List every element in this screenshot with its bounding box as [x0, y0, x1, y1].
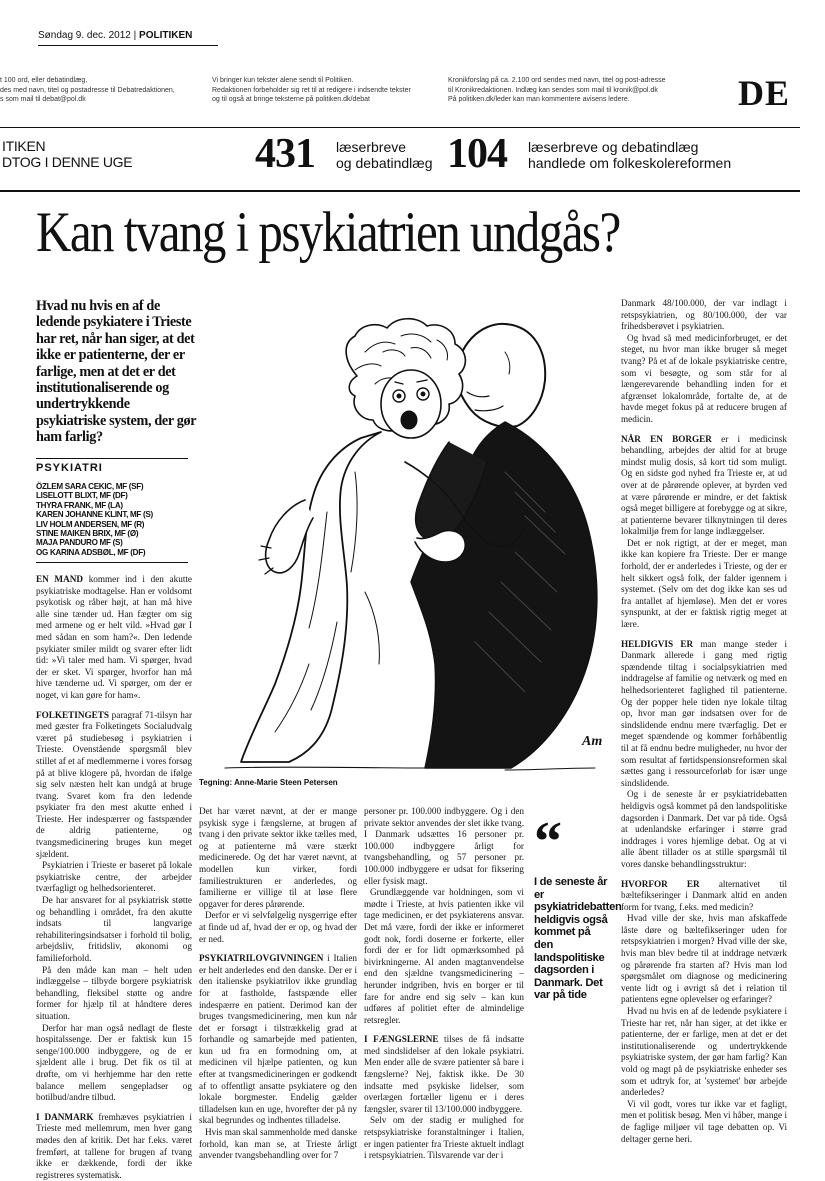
- article-paragraph: [621, 1006, 787, 1099]
- article-column-4: [621, 298, 787, 1162]
- article-paragraph: [364, 1034, 524, 1115]
- info-line: og til også at bringe teksterne på politiken.dk/debat: [212, 96, 370, 103]
- stat-label-line: læserbreve og debatindlæg: [528, 139, 699, 155]
- stat-label-line: læserbreve: [336, 139, 407, 155]
- article-paragraph: [621, 789, 787, 870]
- byline-rule: [36, 458, 188, 459]
- quote-mark-icon: “: [534, 811, 562, 873]
- stat-school-label: [528, 139, 731, 171]
- article-paragraph: [621, 639, 787, 790]
- paragraph-text: er i medicinsk behandling, arbejdes der altid for at bruge mindst mulig dosis, så kort tid som muligt. Og en sidste god nyhed fra Trieste er, at ud over at de pårørende oplever, at byrden ved at være pårørende er mindre, er det faktisk også meget billigere at forebygge og at sikre, at patienterne bevarer tilknytningen til deres lokalmiljø frem for lange indlæggelser.: [621, 433, 787, 537]
- article-column-3: [364, 806, 524, 1160]
- paragraph-text: Og i de seneste år er psykiatridebatten heldigvis også kommet på den landspolitiske dagsorden i Danmark. Det var på tide. Også at udenlandske erfaringer i større grad inddrages i vores hjemlige debat. Og at vi alle åbent tillader os at stille spørgsmål til vores danske behandlingsstruktur:: [621, 789, 787, 869]
- stats-rule: [0, 190, 800, 192]
- paragraph-text: Og hvad så med medicinforbruget, er det steget, nu hvor man ikke bruger så meget tvang? På et af de lokale psykiatriske centre, som vi besøgte, og som står for al længerevarende behandling inden for et afgrænset lokalområde, fortalte de, at de havde meget fokus på at reducere brugen af medicin.: [621, 332, 787, 424]
- article-paragraph: [621, 333, 787, 426]
- article-column-2: [199, 806, 357, 1160]
- paragraph-lead: I FÆNGSLERNE: [364, 1034, 439, 1045]
- paragraph-text: På den måde kan man – helt uden indlæggelse – tilbyde borgere psykiatrisk behandling, fleksibel støtte og andre former for hjælp til at håndtere deres situation.: [36, 964, 192, 1021]
- article-paragraph: [36, 1112, 192, 1181]
- article-paragraph: [621, 538, 787, 631]
- info-column-1: [0, 76, 200, 105]
- paragraph-text: kommer ind i den akutte psykiatriske modtagelse. Han er voldsomt psykotisk og råber højt, at han må hive alle sine tænder ud. Han fægter om sig med armene og er helt vild. »Hvad gør I med sådan en som ham?«. Den ledende psykiater smiler mildt og svarer efter lidt tid: »Vi taler med ham. Vi spørger, hvad der er sket. Vi spørger, hvorfor han må hive tænderne ud. Vi spørger, om der er noget, vi kan gøre for ham«.: [36, 574, 192, 700]
- paragraph-lead: FOLKETINGETS: [36, 709, 110, 720]
- article-paragraph: [36, 710, 192, 861]
- paragraph-text: Derfor er vi selvfølgelig nysgerrige efter at finde ud af, hvad der er op, og hvad der er ned.: [199, 910, 357, 944]
- info-line: til Kronikredaktionen. Indlæg kan sendes som mail til kronik@pol.dk: [448, 86, 658, 94]
- paragraph-text: Grundlæggende var holdningen, som vi mødte i Trieste, at hvis patienten ikke vil tage medicinen, er det psykiaterens ansvar. Det må være, fordi der ikke er informeret godt nok, fordi doserne er forkerte, eller fordi der er for lidt opmærksomhed på bivirkningerne. Al anden magtanvendelse end den sjældne tvangsmedicinering – herunder indgriben, hvis en borger er til fare for andre end sig selv – kan kun udføres af politiet efter de almindelige retsregler.: [364, 887, 524, 1025]
- section-tag: DE: [738, 73, 791, 113]
- author: THYRA FRANK, MF (LA): [36, 500, 123, 510]
- info-line: t 100 ord, eller debatindlæg,: [0, 77, 88, 84]
- paragraph-lead: I DANMARK: [36, 1111, 94, 1122]
- article-paragraph: [621, 879, 787, 914]
- paragraph-text: paragraf 71-tilsyn har med gæster fra Folketingets Socialudvalg været på studiebesøg i psykiatrien i Trieste. Ovenstående spørgsmål blev stillet af et af medlemmerne i vores forsøg på at blive klogere på, hvordan de ifølge sig selv næsten helt kan undgå at bruge tvang. Svaret kom fra den ledende psykiater fra den mest akutte enhed i Trieste. Her indespærrer og fastspænder de aldrig patienterne, og tvangsmedicinering bruges kun meget sjældent.: [36, 709, 192, 859]
- byline-bottom-rule: [36, 562, 188, 563]
- stat-label-line: handlede om folkeskolereformen: [528, 155, 732, 171]
- info-column-2: [212, 76, 437, 105]
- author: LISELOTT BLIXT, MF (DF): [36, 491, 128, 501]
- article-paragraph: [621, 298, 787, 333]
- stats-label: [2, 138, 132, 170]
- masthead-paper: POLITIKEN: [139, 30, 193, 41]
- stats-label-line: DTOG I DENNE UGE: [2, 154, 133, 170]
- article-paragraph: [36, 574, 192, 702]
- illustration: [205, 292, 610, 777]
- article-paragraph: [199, 806, 357, 910]
- article-paragraph: [199, 910, 357, 945]
- paragraph-text: De har ansvaret for al psykiatrisk støtte og behandling i området, fra den akutte indsats til langvarige rehabiliteringsindsatser i forhold til bolig, arbejdsliv, fritidsliv, økonomi og familieforhold.: [36, 895, 192, 963]
- info-line: Vi bringer kun tekster alene sendt til Politiken.: [212, 77, 354, 84]
- illustration-caption: Tegning: Anne-Marie Steen Petersen: [199, 778, 338, 787]
- paragraph-text: Hvad nu hvis en af de ledende psykiatere i Trieste har ret, når han siger, at det ikke er patienterne, der er farlige, men at det er det institutionaliserende og undertrykkende psykiatriske system, der gør ham farlig? Kan vold og magt på de psykiatriske enheder ses som et udtryk for, at 'systemet' bør arbejde anderledes?: [621, 1006, 787, 1098]
- author: STINE MAIKEN BRIX, MF (Ø): [36, 529, 139, 539]
- headline: Kan tvang i psykiatrien undgås?: [36, 201, 620, 264]
- paragraph-lead: HELDIGVIS ER: [621, 638, 694, 649]
- paragraph-text: man mange steder i Danmark allerede i gang med rigtig spændende tiltag i socialpsykiatrien med inddragelse af familie og netværk og med en helhedsorienteret faglighed til patienterne. Og der popper hele tiden nye lokale tiltag op, hvor man gør indsatsen over for de sindslidende endnu mere tværfaglig. Det er meget spændende og kommer forhåbentlig til at få endnu bedre muligheder, nu hvor der som resultat af førtidspensionsreformen skal sættes gang i ressourceforløb for især unge sindslidende.: [621, 638, 787, 788]
- article-paragraph: [36, 895, 192, 965]
- info-line: Redaktionen forbeholder sig ret til at redigere i indsendte tekster: [212, 86, 411, 94]
- article-paragraph: [199, 1127, 357, 1162]
- info-rule: [0, 127, 800, 128]
- article-paragraph: [364, 806, 524, 887]
- stat-label-line: og debatindlæg: [336, 155, 433, 171]
- paragraph-lead: HVORFOR ER: [621, 878, 700, 889]
- masthead-date: Søndag 9. dec. 2012: [38, 30, 131, 41]
- info-line: På politiken.dk/leder kan man kommentere avisens ledere.: [448, 96, 630, 103]
- paragraph-text: Det har været nævnt, at der er mange psykisk syge i fængslerne, at brugen af tvang i den private sektor ikke tælles med, og at patienterne må være stærkt medicinerede. Og det har været nævnt, at modellen kun virker, fordi familiestrukturen er anderledes, og familierne er villige til at løse flere opgaver for deres pårørende.: [199, 806, 357, 909]
- paragraph-text: Danmark 48/100.000, der var indlagt i retspsykiatrien, og 80/100.000, der var frihedsberøvet i psykiatrien.: [621, 298, 787, 332]
- pull-quote: I de seneste år er psykiatridebatten heldigvis også kommet på den landspolitiske dagsorden i Danmark. Det var på tide: [534, 876, 622, 1002]
- paragraph-text: Vi vil godt, vores tur ikke var et fagligt, men et politisk besøg. Men vi håber, mange i de faglige miljøer vil tage debatten op. Vi deltager gerne heri.: [621, 1098, 787, 1144]
- info-line: s som mail til debat@pol.dk: [0, 96, 86, 103]
- article-paragraph: [199, 953, 357, 1127]
- masthead-separator: |: [133, 30, 140, 41]
- author: OG KARINA ADSBØL, MF (DF): [36, 547, 146, 557]
- paragraph-text: Det er nok rigtigt, at der er meget, man ikke kan kopiere fra Trieste. Der er mange forhold, der er anderledes i Trieste, og der er helt sikkert også folk, der falder igennem i systemet. (Selv om det dog ikke kan ses ud fra antallet af hjemløse). Men det er vores synspunkt, at der er faktisk rigtig meget at lære.: [621, 537, 787, 630]
- stat-letters-label: [336, 139, 433, 171]
- paragraph-text: fremhæves psykiatrien i Trieste med mellemrum, men hver gang mødes den af kritik. Det har f.eks. været fremført, at tallene for brugen af tvang ikke er dækkende, fordi der ikke registreres systematisk.: [36, 1111, 192, 1180]
- paragraph-text: Hvis man skal sammenholde med danske forhold, kan man se, at Trieste årligt anvender tvangsbehandling over for 7: [199, 1127, 357, 1161]
- paragraph-text: i Italien er helt anderledes end den danske. Der er i den italienske psykiatrilov ikke grundlag for at fastholde, fastspænde eller indespærre en patient. Derimod kan der bruges tvangsmedicinering, men kun når det er forsøgt i tilstrækkelig grad at forhandle og samarbejde med patienten, kun ud fra en formodning om, at medicinen vil hjælpe patienten, og kun efter at tvangsmedicineringen er godkendt af to offentligt ansatte psykiatere og den lokale borgmester. Endelig gælder tilladelsen kun en uge, hvorefter der på ny skal begrundes og indhentes tilladelse.: [199, 953, 357, 1126]
- intro: Hvad nu hvis en af de ledende psykiatere i Trieste har ret, når han siger, at det ikke er patienterne, der er farlige, men at det er det institutionaliserende og undertrykkende psykiatriske system, der gør ham farlig?: [36, 298, 196, 446]
- paragraph-text: tilses de få indsatte med sindslidelser af den lokale psykiatri. Men ender alle de svære patienter så bare i fængslerne? Nej, faktisk ikke. De 30 indsatte med psykiske lidelser, som overlægen fortæller ligenu er i deres fængsler, svarer til 13/100.000 indbyggere.: [364, 1034, 524, 1114]
- stats-label-line: ITIKEN: [2, 138, 46, 154]
- byline-authors: [36, 482, 153, 557]
- author: KAREN JOHANNE KLINT, MF (S): [36, 510, 153, 520]
- article-paragraph: [621, 913, 787, 1006]
- illustration-signature: Am: [582, 734, 603, 749]
- victim-body: [241, 432, 381, 762]
- info-line: des med navn, titel og postadresse til Debatredaktionen,: [0, 86, 175, 94]
- byline-section: PSYKIATRI: [36, 462, 103, 474]
- paragraph-lead: PSYKIATRILOVGIVNINGEN: [199, 953, 324, 964]
- paragraph-text: personer pr. 100.000 indbyggere. Og i den private sektor anvendes der slet ikke tvang. I Danmark udsættes 16 personer pr. 100.000 indbyggere årligt for tvangsbehandling, og 57 personer pr. 100.000 indbyggere er udsat for fiksering eller fysisk magt.: [364, 806, 524, 886]
- article-paragraph: [36, 965, 192, 1023]
- stat-letters-count: 431: [255, 131, 315, 177]
- article-column-1: [36, 574, 192, 1180]
- article-paragraph: [621, 1099, 787, 1145]
- paragraph-text: alternativet til bæltefikseringer i Danmark altid en anden form for tvang, f.eks. med medicin?: [621, 878, 787, 912]
- paragraph-text: Psykiatrien i Trieste er baseret på lokale psykiatriske centre, der arbejder tværfagligt og helhedsorienteret.: [36, 860, 192, 894]
- masthead-rule: [38, 45, 218, 46]
- paragraph-text: Selv om der stadig er mulighed for retspsykiatriske foranstaltninger i Italien, er ingen patienter fra Trieste aktuelt indlagt i retspsykiatrien. Tilsvarende var der i: [364, 1115, 524, 1161]
- article-paragraph: [621, 434, 787, 538]
- paragraph-lead: EN MAND: [36, 574, 84, 584]
- article-paragraph: [36, 1023, 192, 1104]
- paragraph-text: Hvad ville der ske, hvis man afskaffede låste døre og bæltefikseringer uden for retspsykiatrien i morgen? Hvad ville der ske, hvis man blev bedre til at inddrage netværk og pårørende fra starten af? Hvis man lod spørgsmålet om diagnose og medicinering vente lidt og i øvrigt så det i relation til patientens egne oplevelser og erfaringer?: [621, 913, 787, 1005]
- paragraph-text: Derfor har man også nedlagt de fleste hospitalssenge. Der er faktisk kun 15 senge/100.000 indbyggere, og de er sjældent alle i brug. Det fik os til at drøfte, om vi herhjemme har den rette balance mellem sengepladser og botilbud/andre tilbud.: [36, 1022, 192, 1103]
- paragraph-lead: NÅR EN BORGER: [621, 433, 712, 444]
- article-paragraph: [364, 887, 524, 1026]
- author: ÖZLEM SARA CEKIC, MF (SF): [36, 482, 144, 491]
- stat-school-count: 104: [447, 131, 507, 177]
- victim-mouth: [401, 411, 417, 429]
- bald-man-head: [457, 324, 545, 427]
- masthead: [38, 30, 192, 41]
- article-paragraph: [364, 1115, 524, 1161]
- author: MAJA PANDURO MF (S): [36, 538, 123, 548]
- info-column-3: [448, 76, 720, 105]
- author: LIV HOLM ANDERSEN, MF (R): [36, 519, 145, 529]
- article-paragraph: [36, 860, 192, 895]
- info-line: Kronikforslag på ca. 2.100 ord sendes med navn, titel og post-adresse: [448, 77, 666, 84]
